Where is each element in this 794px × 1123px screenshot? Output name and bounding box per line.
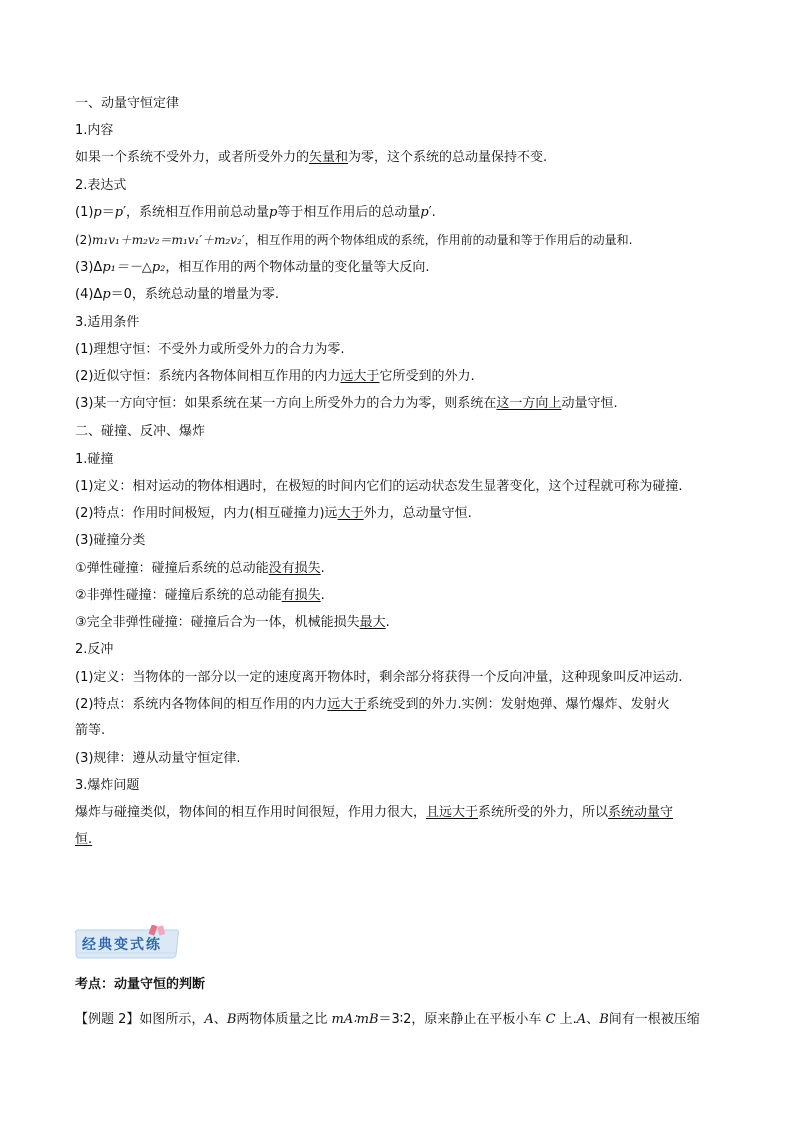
section2-heading: 二、碰撞、反冲、爆炸 xyxy=(75,424,206,439)
section1-sub-content: 1.内容 xyxy=(75,123,114,138)
condition-3: (3)某一方向守恒：如果系统在某一方向上所受外力的合力为零，则系统在这一方向上动量守恒. xyxy=(75,396,618,411)
elastic-collision: ①弹性碰撞：碰撞后系统的总动能没有损失. xyxy=(75,561,325,576)
collision-definition: (1)定义：相对运动的物体相遇时，在极短的时间内它们的运动状态发生显著变化，这个过程就可称为碰撞. xyxy=(75,479,683,494)
explosion-text-cont: 恒. xyxy=(75,832,93,847)
section1-heading: 一、动量守恒定律 xyxy=(75,96,180,111)
recoil-definition: (1)定义：当物体的一部分以一定的速度离开物体时，剩余部分将获得一个反向冲量，这种现象叫反冲运动. xyxy=(75,670,683,685)
collision-classification: (3)碰撞分类 xyxy=(75,533,146,548)
expression-2: (2)m₁v₁＋m₂v₂＝m₁v₁′＋m₂v₂′，相互作用的两个物体组成的系统，作用前的动量和等于作用后的动量和. xyxy=(75,233,633,247)
recoil-feature: (2)特点：系统内各物体间的相互作用的内力远大于系统受到的外力.实例：发射炮弹、爆竹爆炸、发射火 xyxy=(75,697,670,712)
section2-sub-recoil: 2.反冲 xyxy=(75,642,114,657)
content-paragraph: 如果一个系统不受外力，或者所受外力的矢量和为零，这个系统的总动量保持不变. xyxy=(75,150,548,165)
practice-badge xyxy=(72,925,184,961)
section1-sub-expression: 2.表达式 xyxy=(75,178,127,193)
kaodian-heading: 考点：动量守恒的判断 xyxy=(75,977,206,992)
explosion-text: 爆炸与碰撞类似，物体间的相互作用时间很短，作用力很大，且远大于系统所受的外力，所以系统动量守 xyxy=(75,805,674,820)
section2-sub-explosion: 3.爆炸问题 xyxy=(75,778,140,793)
example-question: 【例题 2】如图所示，A、B两物体质量之比 mA∶mB＝3∶2，原来静止在平板小车 C 上.A、B间有一根被压缩 xyxy=(75,1012,700,1027)
perfectly-inelastic-collision: ③完全非弹性碰撞：碰撞后合为一体，机械能损失最大. xyxy=(75,615,390,630)
section1-sub-conditions: 3.适用条件 xyxy=(75,315,140,330)
condition-1: (1)理想守恒：不受外力或所受外力的合力为零. xyxy=(75,342,345,357)
expression-4: (4)Δp＝0，系统总动量的增量为零. xyxy=(75,287,280,302)
inelastic-collision: ②非弹性碰撞：碰撞后系统的总动能有损失. xyxy=(75,588,325,603)
condition-2: (2)近似守恒：系统内各物体间相互作用的内力远大于它所受到的外力. xyxy=(75,369,475,384)
collision-feature: (2)特点：作用时间极短，内力(相互碰撞力)远大于外力，总动量守恒. xyxy=(75,506,472,521)
badge-text: 经典变式练 xyxy=(82,937,162,953)
recoil-law: (3)规律：遵从动量守恒定律. xyxy=(75,751,241,766)
expression-3: (3)Δp₁＝－△p₂，相互作用的两个物体动量的变化量等大反向. xyxy=(75,260,430,275)
section2-sub-collision: 1.碰撞 xyxy=(75,452,114,467)
expression-1: (1)p＝p′，系统相互作用前总动量p等于相互作用后的总动量p′. xyxy=(75,205,436,220)
recoil-feature-cont: 箭等. xyxy=(75,723,106,738)
